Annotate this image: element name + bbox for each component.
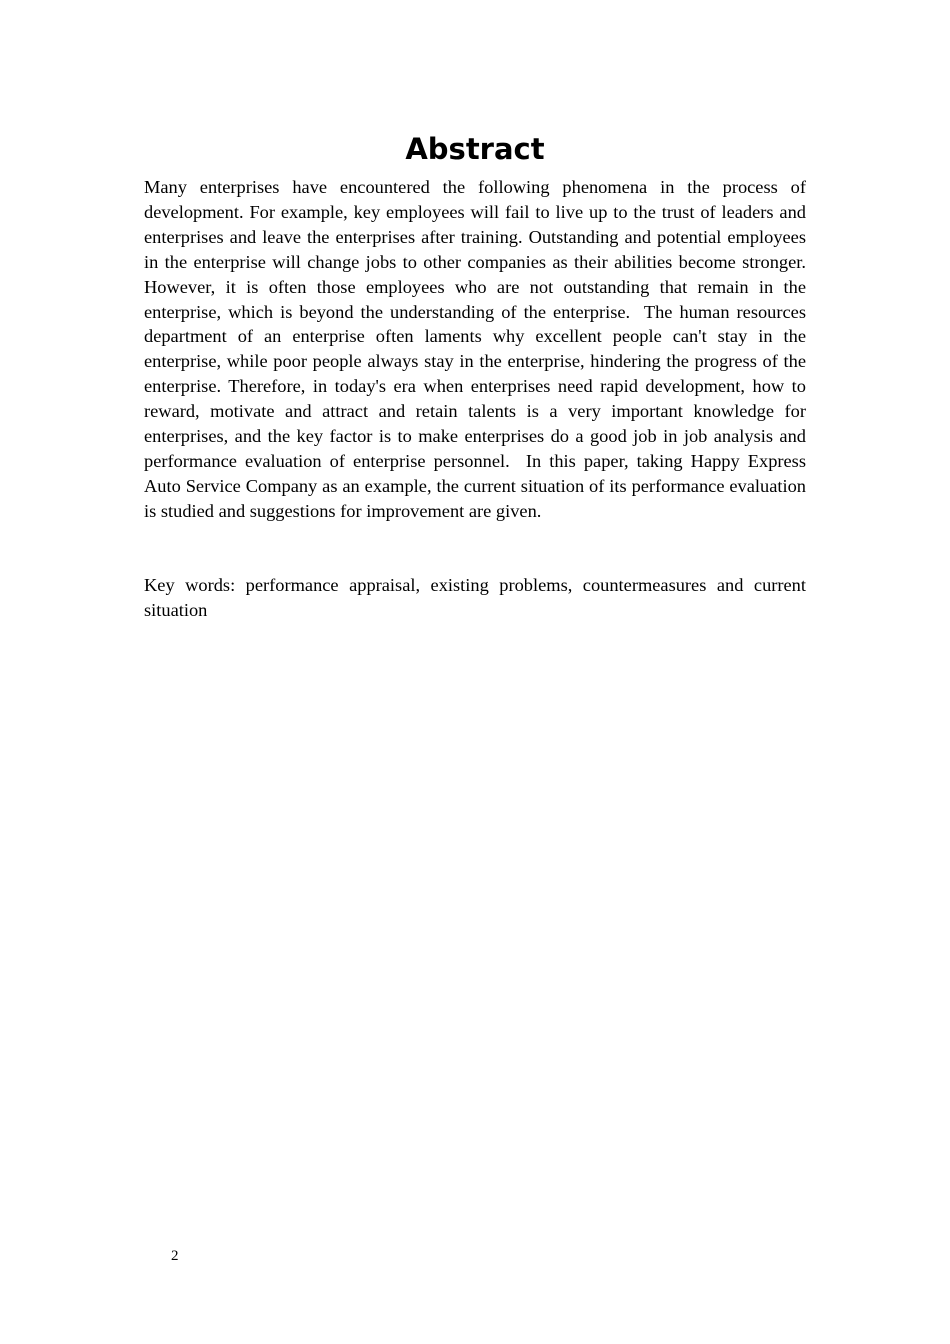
abstract-paragraph: Many enterprises have encountered the following phenomena in the process of development. For example, key employees will fail to live up to the trust of leaders and enterprises and leave the enterprises after training. Outstanding and potential employees in the enterprise will change jobs to other companies as their abilities become stronger. However, it is often those employees who are not outstanding that remain in the enterprise, which is beyond the understanding of the enterprise. The human resources department of an enterprise often laments why excellent people can't stay in the enterprise, while poor people always stay in the enterprise, hindering the progress of the enterprise. Therefore, in today's era when enterprises need rapid development, how to reward, motivate and attract and retain talents is a very important knowledge for enterprises, and the key factor is to make enterprises do a good job in job analysis and performance evaluation of enterprise personnel. In this paper, taking Happy Express Auto Service Company as an example, the current situation of its performance evaluation is studied and suggestions for improvement are given. (144, 177, 816, 521)
keywords-paragraph: Key words: performance appraisal, existing problems, countermeasures and current situation (144, 575, 811, 620)
page-number: 2 (171, 1248, 179, 1264)
abstract-heading: Abstract (405, 132, 545, 166)
